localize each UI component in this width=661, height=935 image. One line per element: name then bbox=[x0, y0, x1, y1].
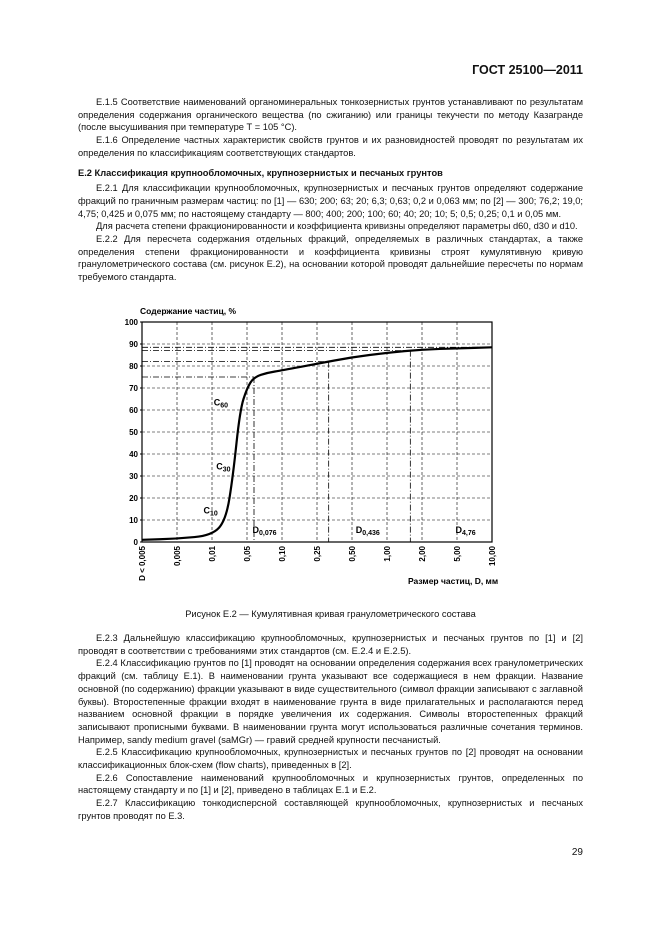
annotation-label: $C_{30}$ bbox=[216, 461, 231, 474]
text-block-top bbox=[78, 96, 583, 284]
y-tick-label: 100 bbox=[124, 318, 138, 327]
paragraph: Е.1.5 Соответствие наименований органоминеральных тонкозернистых грунтов устанавливают по результатам определения содержания органического вещества (по сжиганию) или границы текучести по методу Казагранде (после высушивания при температуре Т = 105 °С). bbox=[78, 97, 583, 133]
paragraph: Для расчета степени фракционированности и коэффициента кривизны определяют параметры d60, d30 и d10. bbox=[96, 221, 578, 232]
x-axis-label: Размер частиц, D, мм bbox=[408, 576, 499, 586]
x-tick-label: 0,10 bbox=[278, 546, 287, 562]
x-tick-label: 1,00 bbox=[383, 546, 392, 562]
y-tick-label: 30 bbox=[129, 472, 138, 481]
y-tick-label: 10 bbox=[129, 516, 138, 525]
x-tick-label: 0,01 bbox=[208, 546, 217, 562]
paragraph: Е.1.6 Определение частных характеристик свойств грунтов и их разновидностей проводят по результатам их определения по классификациям соответствующих стандартов. bbox=[78, 135, 583, 158]
paragraph: Е.2.1 Для классификации крупнообломочных, крупнозернистых и песчаных грунтов определяют содержание фракций по граничным размерам частиц: по [1] — 630; 200; 63; 20; 6,3; 0,63; 0,2 и 0,063 мм; по [2] — 300; 76,2; 19,0; 4,75; 0,425 и 0,075 мм; по настоящему стандарту — 800; 400; 200; 100; 60; 40; 20; 10; 5; 0,5; 0,25; 0,1 и 0,05 мм. bbox=[78, 183, 583, 219]
y-tick-label: 90 bbox=[129, 340, 138, 349]
page-header: ГОСТ 25100—2011 bbox=[472, 63, 583, 77]
x-tick-label: 10,00 bbox=[488, 546, 497, 567]
x-tick-label: 2,00 bbox=[418, 546, 427, 562]
x-tick-label: 5,00 bbox=[453, 546, 462, 562]
annotation-label: $D_{0,076}$ bbox=[252, 525, 277, 538]
paragraph: Е.2.7 Классификацию тонкодисперсной составляющей крупнообломочных, крупнозернистых и песчаных грунтов проводят по Е.3. bbox=[78, 798, 583, 821]
chart-grid bbox=[142, 322, 492, 542]
y-tick-label: 40 bbox=[129, 450, 138, 459]
y-tick-label: 60 bbox=[129, 406, 138, 415]
paragraph: Е.2.3 Дальнейшую классификацию крупнообломочных, крупнозернистых и песчаных грунтов по [1] и [2] проводят в соответствии с требованиями этих стандартов (см. Е.2.4 и Е.2.5). bbox=[78, 633, 583, 656]
x-tick-label: 0,25 bbox=[313, 546, 322, 562]
y-tick-labels bbox=[125, 318, 142, 547]
paragraph: Е.2.5 Классификацию крупнообломочных, крупнозернистых и песчаных грунтов по [2] проводят на основании классификационных блок-схем (flow charts), приведенных в [2]. bbox=[78, 747, 583, 771]
page-number: 29 bbox=[571, 847, 583, 858]
y-tick-label: 70 bbox=[129, 384, 138, 393]
granulometric-chart bbox=[80, 300, 520, 590]
annotation-label: $C_{10}$ bbox=[203, 505, 218, 518]
paragraph: Е.2.2 Для пересчета содержания отдельных фракций, определяемых в различных стандартах, а также определения степени фракционированности и коэффициента кривизны строят кумулятивную кривую гранулометрического состава (см. рисунок Е.2), на основании которой проводят дальнейшие пересчеты по нормам требуемого стандарта. bbox=[78, 234, 583, 283]
paragraph: Е.2.6 Сопоставление наименований крупнообломочных и крупнозернистых грунтов, определенных по настоящему стандарту и по [1] и [2], приведено в таблицах Е.1 и Е.2. bbox=[78, 772, 583, 796]
y-tick-label: 0 bbox=[133, 538, 138, 547]
y-tick-label: 20 bbox=[129, 494, 138, 503]
section-heading: Е.2 Классификация крупнообломочных, крупнозернистых и песчаных грунтов bbox=[78, 167, 443, 178]
annotation-label: $C_{60}$ bbox=[213, 397, 229, 410]
paragraph: Е.2.4 Классификацию грунтов по [1] проводят на основании определения содержания всех гранулометрических фракций (см. таблицу Е.1). В наименовании грунта указывают все содержащиеся в нем фракции. Название основной (по содержанию) фракции указывают в виде существительного (символ фракции записывают с заглавной буквы). Второстепенные фракции входят в наименование грунта в виде прилагательных и располагаются перед названием основной фракции в порядке увеличения их содержания. Символы второстепенных фракций записывают прописными буквами. В наименовании грунта могут использоваться различные сочетания терминов. Например, sandy medium gravel (saMGr) — гравий средней крупности песчанистый. bbox=[78, 658, 583, 745]
annotation-label: $D_{0,436}$ bbox=[355, 525, 380, 538]
y-tick-label: 50 bbox=[129, 428, 138, 437]
y-axis-label: Содержание частиц, % bbox=[140, 306, 237, 316]
text-block-bottom bbox=[78, 632, 583, 823]
x-tick-label: D < 0,005 bbox=[138, 546, 147, 581]
figure-caption: Рисунок Е.2 — Кумулятивная кривая гранулометрического состава bbox=[185, 609, 476, 619]
x-tick-label: 0,50 bbox=[348, 546, 357, 562]
y-tick-label: 80 bbox=[129, 362, 138, 371]
x-tick-label: 0,005 bbox=[173, 546, 182, 567]
x-tick-label: 0,05 bbox=[243, 546, 252, 562]
annotation-label: $D_{4,76}$ bbox=[455, 525, 476, 538]
chart-annotations bbox=[204, 398, 476, 538]
